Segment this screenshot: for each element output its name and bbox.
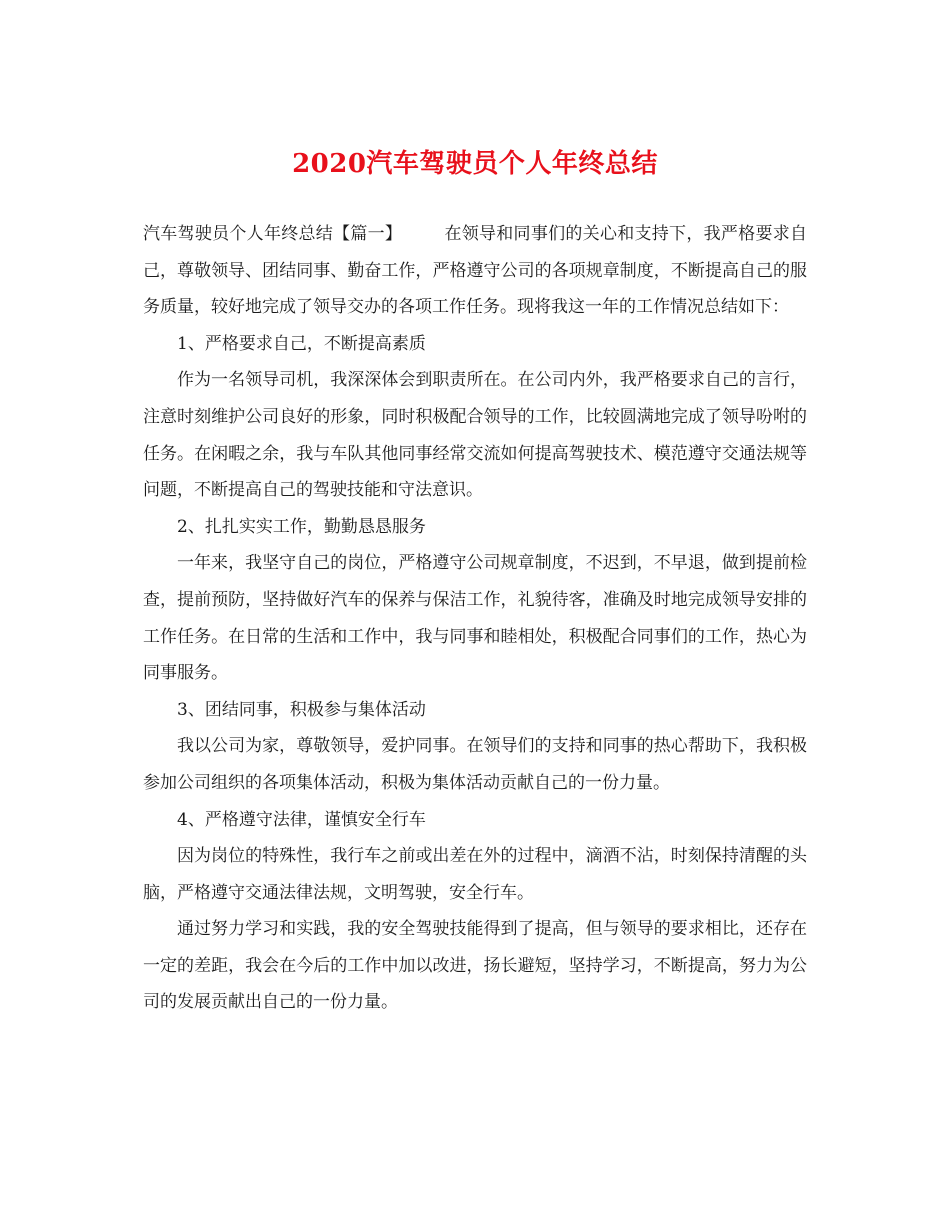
document-body — [143, 216, 807, 1021]
document-title: 2020汽车驾驶员个人年终总结 — [292, 149, 658, 179]
section-heading: 1、严格要求自己，不断提高素质 — [177, 333, 426, 354]
section-heading: 4、严格遵守法律，谨慎安全行车 — [177, 809, 426, 830]
section-paragraph: 一年来，我坚守自己的岗位，严格遵守公司规章制度，不迟到，不早退，做到提前检查，提前预防，坚持做好汽车的保养与保洁工作，礼貌待客，准确及时地完成领导安排的工作任务。在日常的生活和工作中，我与同事和睦相处，积极配合同事们的工作，热心为同事服务。 — [143, 553, 807, 684]
intro-heading: 汽车驾驶员个人年终总结【篇一】 — [143, 224, 403, 244]
intro-text: 在领导和同事们的关心和支持下，我严格要求自己，尊敬领导、团结同事、勤奋工作，严格遵守公司的各项规章制度，不断提高自己的服务质量，较好地完成了领导交办的各项工作任务。现将我这一年的工作情况总结如下： — [143, 224, 808, 318]
section-paragraph: 我以公司为家，尊敬领导，爱护同事。在领导们的支持和同事的热心帮助下，我积极参加公司组织的各项集体活动，积极为集体活动贡献自己的一份力量。 — [143, 736, 807, 793]
section-paragraph: 作为一名领导司机，我深深体会到职责所在。在公司内外，我严格要求自己的言行，注意时刻维护公司良好的形象，同时积极配合领导的工作，比较圆满地完成了领导吩咐的任务。在闲暇之余，我与车队其他同事经常交流如何提高驾驶技术、模范遵守交通法规等问题，不断提高自己的驾驶技能和守法意识。 — [143, 370, 807, 501]
section-heading: 2、扎扎实实工作，勤勤恳恳服务 — [177, 516, 426, 537]
closing-paragraph: 通过努力学习和实践，我的安全驾驶技能得到了提高，但与领导的要求相比，还存在一定的差距，我会在今后的工作中加以改进，扬长避短，坚持学习，不断提高，努力为公司的发展贡献出自己的一份力量。 — [143, 919, 807, 1013]
intro-paragraph — [143, 216, 807, 326]
section-heading: 3、团结同事，积极参与集体活动 — [177, 699, 426, 720]
section-paragraph: 因为岗位的特殊性，我行车之前或出差在外的过程中，滴酒不沾，时刻保持清醒的头脑，严格遵守交通法律法规，文明驾驶，安全行车。 — [143, 846, 807, 903]
